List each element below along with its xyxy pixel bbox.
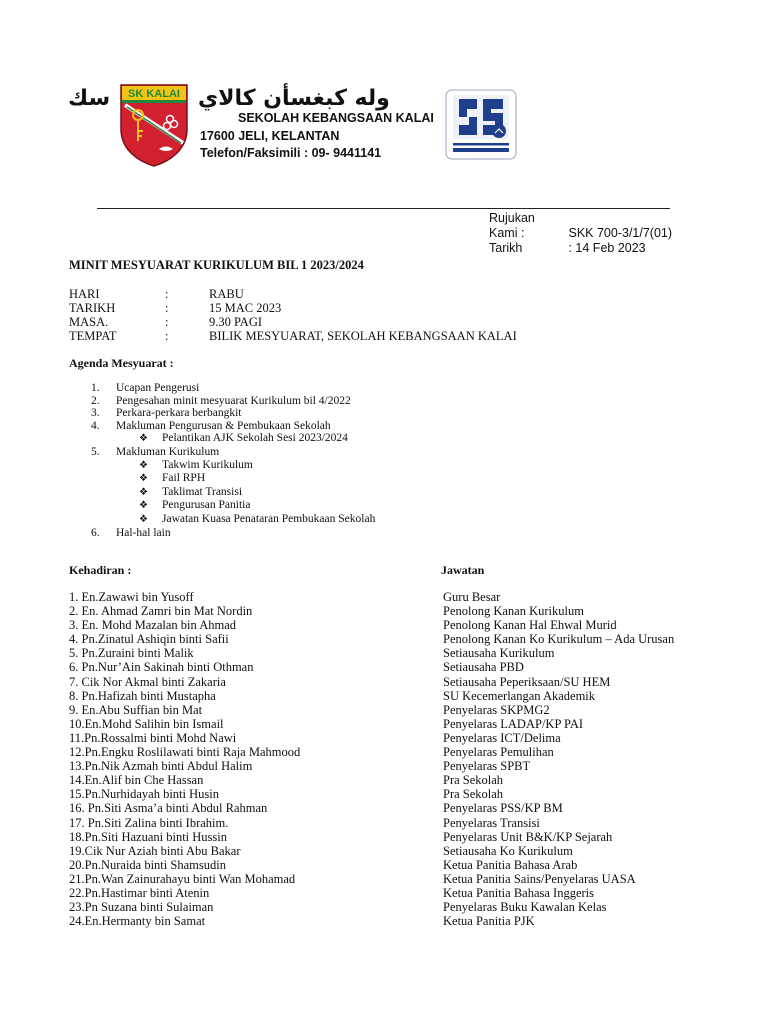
attendee-position: Penyelaras SKPMG2 — [443, 702, 550, 717]
attendee-name: 13.Pn.Nik Azmah binti Abdul Halim — [69, 759, 253, 774]
attendee-position: Penyelaras SPBT — [443, 759, 531, 774]
agenda-item — [91, 446, 375, 459]
info-value: 15 MAC 2023 — [209, 301, 282, 315]
attendee-name: 22.Pn.Hastimar binti Atenin — [69, 885, 210, 900]
info-colon: : — [165, 287, 169, 301]
attendee-position: Setiausaha Ko Kurikulum — [443, 843, 573, 858]
info-value: RABU — [209, 287, 244, 301]
attendee-name: 19.Cik Nur Aziah binti Abu Bakar — [69, 843, 241, 858]
agenda-item — [91, 395, 375, 408]
attendee-name: 16. Pn.Siti Asma’a binti Abdul Rahman — [69, 801, 268, 816]
attendee-position: Penyelaras LADAP/KP PAI — [443, 716, 584, 731]
info-colon: : — [165, 315, 169, 329]
attendee-name: 20.Pn.Nuraida binti Shamsudin — [69, 857, 226, 872]
agenda-text: Makluman Pengurusan & Pembukaan Sekolah — [116, 419, 331, 432]
document-title: MINIT MESYUARAT KURIKULUM BIL 1 2023/2024 — [69, 258, 364, 272]
agenda-subitem — [91, 459, 375, 473]
attendee-position: Guru Besar — [443, 590, 501, 604]
meeting-info-row — [69, 287, 517, 301]
attendee-position: Setiausaha Kurikulum — [443, 646, 555, 661]
agenda-subitem — [91, 513, 375, 527]
attendee-position: Penyelaras PSS/KP BM — [443, 801, 563, 816]
agenda-number: 3. — [91, 407, 100, 420]
attendee-position: Pra Sekolah — [443, 787, 504, 802]
school-address: 17600 JELI, KELANTAN — [200, 129, 340, 143]
attendee-position: Penolong Kanan Ko Kurikulum – Ada Urusan — [443, 632, 675, 647]
diamond-bullet-icon: ❖ — [139, 459, 148, 471]
agenda-subitem-text: Pengurusan Panitia — [162, 499, 251, 512]
agenda-item — [91, 382, 375, 395]
info-key: MASA. — [69, 315, 109, 329]
diamond-bullet-icon: ❖ — [139, 513, 148, 525]
attendee-position: Ketua Panitia PJK — [443, 914, 535, 929]
info-key: HARI — [69, 287, 100, 301]
agenda-subitem-text: Fail RPH — [162, 472, 206, 485]
ministry-logo — [445, 89, 517, 160]
attendee-position: Penyelaras Buku Kawalan Kelas — [443, 900, 607, 915]
attendee-name: 4. Pn.Zinatul Ashiqin binti Safii — [69, 632, 229, 647]
agenda-subitem — [91, 486, 375, 500]
attendee-position: Setiausaha Peperiksaan/SU HEM — [443, 674, 611, 689]
agenda-text: Perkara-perkara berbangkit — [116, 407, 242, 420]
attendee-name: 21.Pn.Wan Zainurahayu binti Wan Mohamad — [69, 871, 296, 886]
attendee-name: 3. En. Mohd Mazalan bin Ahmad — [69, 618, 236, 633]
agenda-list — [91, 382, 375, 539]
agenda-number: 5. — [91, 445, 100, 458]
attendee-name-list — [69, 590, 300, 928]
diamond-bullet-icon: ❖ — [139, 486, 148, 498]
attendee-name: 8. Pn.Hafizah binti Mustapha — [69, 688, 216, 703]
attendee-name: 12.Pn.Engku Roslilawati binti Raja Mahmood — [69, 745, 301, 760]
attendee-name: 7. Cik Nor Akmal binti Zakaria — [69, 674, 226, 689]
attendance-heading: Kehadiran : — [69, 563, 132, 577]
agenda-text: Hal-hal lain — [116, 526, 171, 539]
attendee-position: Pra Sekolah — [443, 773, 504, 788]
reference-number-line — [489, 211, 672, 241]
attendee-position: Penolong Kanan Kurikulum — [443, 604, 584, 619]
attendee-name: 2. En. Ahmad Zamri bin Mat Nordin — [69, 604, 253, 619]
info-value: 9.30 PAGI — [209, 315, 263, 329]
attendee-name: 6. Pn.Nur’Ain Sakinah binti Othman — [69, 660, 254, 675]
attendee-name: 23.Pn Suzana binti Sulaiman — [69, 900, 214, 915]
diamond-bullet-icon: ❖ — [139, 473, 148, 485]
agenda-number: 4. — [91, 419, 100, 432]
attendee-name: 9. En.Abu Suffian bin Mat — [69, 702, 203, 717]
school-name: SEKOLAH KEBANGSAAN KALAI — [238, 111, 434, 125]
reference-block — [489, 211, 672, 256]
header-divider — [97, 208, 670, 209]
attendee-position: Ketua Panitia Sains/Penyelaras UASA — [443, 871, 636, 886]
arabic-school-name: وله كبغسأن كالاي — [198, 86, 390, 111]
attendee-name: 14.En.Alif bin Che Hassan — [69, 773, 204, 788]
school-crest-logo — [119, 83, 189, 167]
attendee-position: Ketua Panitia Bahasa Inggeris — [443, 885, 594, 900]
attendee-position: SU Kecemerlangan Akademik — [443, 688, 596, 703]
attendee-name: 1. En.Zawawi bin Yusoff — [69, 590, 194, 604]
agenda-text: Makluman Kurikulum — [116, 445, 220, 458]
agenda-number: 1. — [91, 382, 100, 394]
attendee-position: Penyelaras ICT/Delima — [443, 730, 561, 745]
agenda-text: Ucapan Pengerusi — [116, 382, 200, 394]
agenda-number: 2. — [91, 394, 100, 407]
agenda-subitem-text: Taklimat Transisi — [162, 485, 243, 498]
diamond-bullet-icon: ❖ — [139, 500, 148, 512]
agenda-subitem-text: Jawatan Kuasa Penataran Pembukaan Sekolah — [162, 512, 376, 525]
info-key: TEMPAT — [69, 329, 117, 343]
attendee-position: Penolong Kanan Hal Ehwal Murid — [443, 618, 617, 633]
attendee-position: Penyelaras Unit B&K/KP Sejarah — [443, 829, 613, 844]
attendee-position: Ketua Panitia Bahasa Arab — [443, 857, 578, 872]
meeting-info-row — [69, 315, 517, 329]
attendee-position-list — [443, 590, 674, 928]
info-value: BILIK MESYUARAT, SEKOLAH KEBANGSAAN KALAI — [209, 329, 517, 343]
crest-text: SK KALAI — [128, 88, 180, 100]
agenda-subitem — [91, 472, 375, 486]
agenda-item — [91, 420, 375, 433]
meeting-info-row — [69, 301, 517, 315]
attendee-name: 11.Pn.Rossalmi binti Mohd Nawi — [69, 730, 237, 745]
meeting-info — [69, 287, 517, 343]
school-phone: Telefon/Faksimili : 09- 9441141 — [200, 146, 382, 160]
agenda-item — [91, 527, 375, 540]
reference-label: Rujukan Kami : — [489, 211, 535, 240]
diamond-bullet-icon: ❖ — [139, 433, 148, 445]
arabic-school-prefix: سك — [68, 86, 111, 111]
info-key: TARIKH — [69, 301, 116, 315]
attendee-name: 15.Pn.Nurhidayah binti Husin — [69, 787, 219, 802]
reference-value: SKK 700-3/1/7(01) — [568, 226, 673, 240]
position-heading: Jawatan — [441, 563, 485, 577]
info-colon: : — [165, 329, 169, 343]
attendee-name: 17. Pn.Siti Zalina binti Ibrahim. — [69, 815, 229, 830]
attendee-position: Penyelaras Pemulihan — [443, 745, 554, 760]
agenda-item — [91, 407, 375, 420]
info-colon: : — [165, 301, 169, 315]
reference-date-value: : 14 Feb 2023 — [568, 241, 646, 255]
agenda-subitem — [91, 499, 375, 513]
agenda-number: 6. — [91, 526, 100, 539]
meeting-info-row — [69, 329, 517, 343]
agenda-subitem-text: Pelantikan AJK Sekolah Sesi 2023/2024 — [162, 432, 348, 445]
agenda-heading: Agenda Mesyuarat : — [69, 356, 174, 370]
attendee-name: 10.En.Mohd Salihin bin Ismail — [69, 716, 224, 731]
attendee-position: Setiausaha PBD — [443, 660, 524, 675]
attendee-name: 18.Pn.Siti Hazuani binti Hussin — [69, 829, 227, 844]
agenda-subitem-text: Takwim Kurikulum — [162, 458, 253, 471]
reference-date-line — [489, 241, 672, 256]
attendee-name: 5. Pn.Zuraini binti Malik — [69, 646, 194, 661]
attendee-name: 24.En.Hermanty bin Samat — [69, 914, 206, 929]
reference-date-label: Tarikh — [489, 241, 523, 255]
agenda-text: Pengesahan minit mesyuarat Kurikulum bil 4/2022 — [116, 394, 351, 407]
attendee-position: Penyelaras Transisi — [443, 815, 540, 830]
agenda-subitem — [91, 432, 375, 446]
